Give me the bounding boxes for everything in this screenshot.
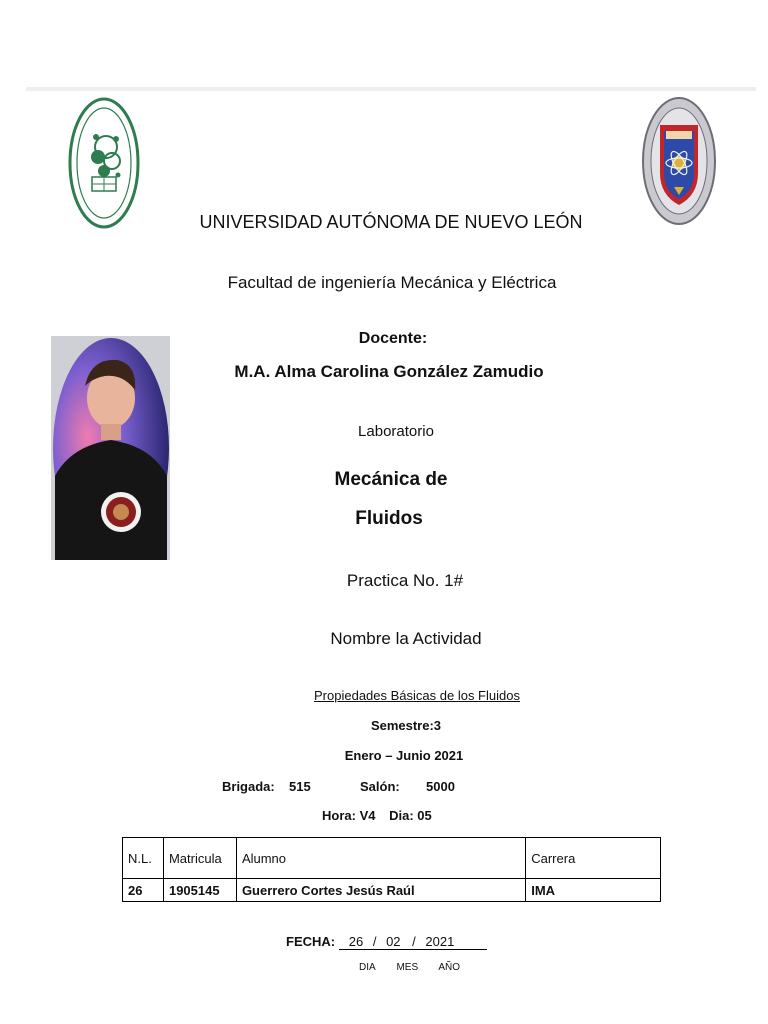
salon-value: 5000 [426, 779, 455, 794]
teacher-name: M.A. Alma Carolina González Zamudio [234, 362, 544, 381]
cell-nl: 26 [123, 879, 164, 902]
faculty-name: Facultad de ingeniería Mecánica y Eléctrica [227, 273, 557, 292]
legend-day: DIA [359, 962, 376, 973]
cell-alumno: Guerrero Cortes Jesús Raúl [236, 879, 525, 902]
hora-label: Hora: [322, 808, 356, 823]
date-day: 26 [348, 934, 364, 949]
uanl-seal [640, 95, 718, 227]
student-table [122, 837, 661, 902]
legend-year: AÑO [438, 962, 461, 973]
legend-month: MES [396, 962, 419, 973]
date-row [286, 934, 487, 950]
teacher-label: Docente: [358, 330, 428, 347]
date-label: FECHA: [286, 934, 336, 949]
course-name-line2: Fluidos [355, 508, 423, 529]
course-name-line1: Mecánica de [334, 469, 448, 490]
date-sep-2: / [412, 934, 416, 949]
hora-value: V4 [359, 808, 376, 823]
date-sep-1: / [372, 934, 377, 949]
col-header-carrera: Carrera [526, 838, 661, 879]
col-header-alumno: Alumno [236, 838, 525, 879]
salon-label: Salón: [360, 779, 400, 794]
course-type: Laboratorio [358, 423, 434, 440]
activity-topic: Propiedades Básicas de los Fluidos [314, 688, 520, 703]
col-header-matricula: Matricula [163, 838, 236, 879]
col-header-nl: N.L. [123, 838, 164, 879]
university-name: UNIVERSIDAD AUTÓNOMA DE NUEVO LEÓN [199, 212, 583, 232]
date-year: 2021 [425, 934, 455, 949]
date-month: 02 [386, 934, 401, 949]
fime-logo [66, 95, 142, 231]
cell-matricula: 1905145 [163, 879, 236, 902]
date-values [339, 934, 487, 950]
activity-label: Nombre la Actividad [330, 629, 482, 648]
hora-dia-row [322, 808, 432, 823]
semester: Semestre:3 [370, 718, 442, 733]
dia-value: 05 [417, 808, 432, 823]
practice-number: Practica No. 1# [346, 571, 464, 590]
top-divider [26, 87, 756, 91]
school-period: Enero – Junio 2021 [344, 748, 464, 763]
table-header-row [123, 838, 661, 879]
brigada-value: 515 [289, 779, 311, 794]
brigada-label: Brigada: [222, 779, 275, 794]
table-row [123, 879, 661, 902]
dia-label: Dia: [389, 808, 414, 823]
date-legend [359, 962, 478, 973]
cell-carrera: IMA [526, 879, 661, 902]
